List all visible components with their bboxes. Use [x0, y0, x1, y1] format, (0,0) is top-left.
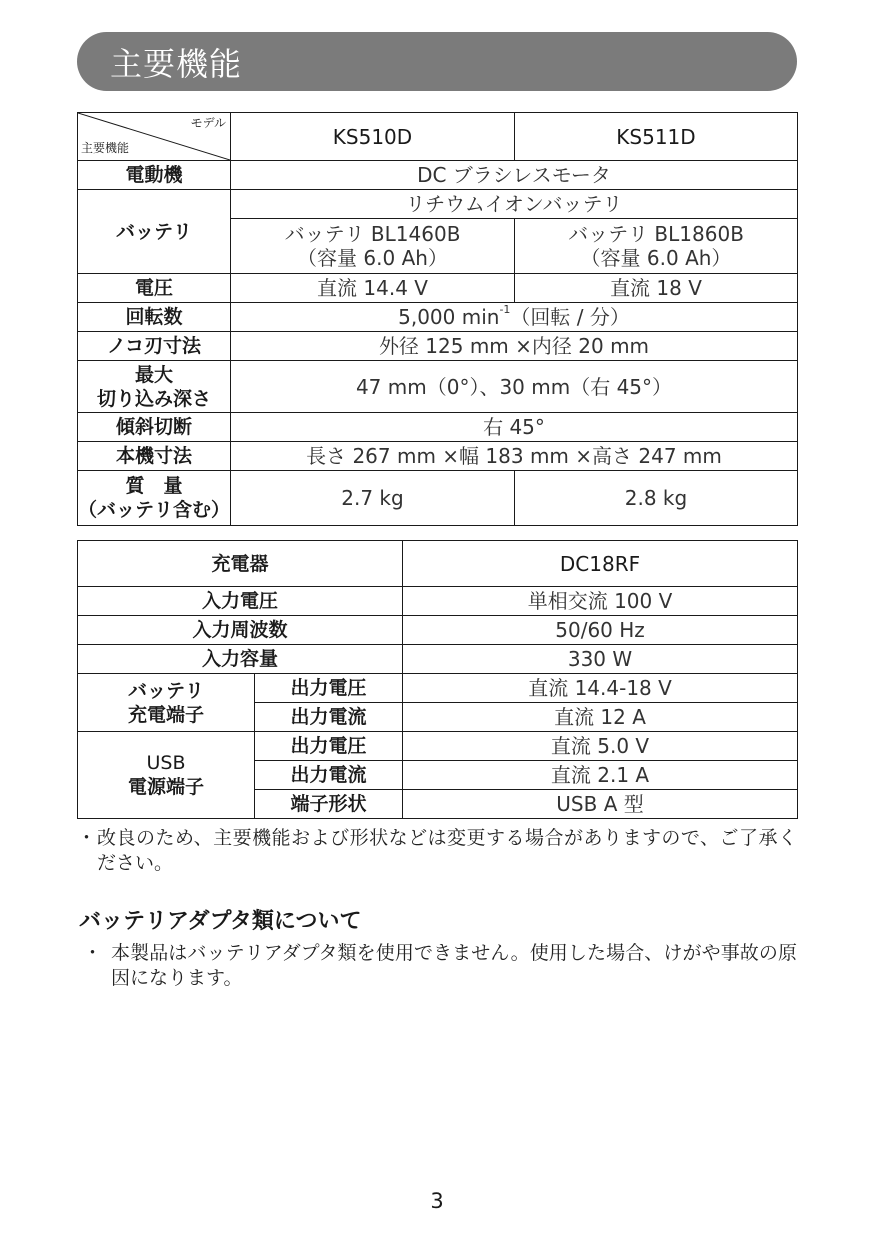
- note-bullet: ・: [83, 942, 103, 964]
- spec-table: [77, 112, 798, 526]
- weight-label-line2: （バッテリ含む）: [78, 499, 231, 521]
- max-depth-value: 47 mm（0°）、30 mm（右 45°）: [231, 361, 798, 413]
- table-corner-cell: [78, 113, 231, 161]
- charger-header-model: DC18RF: [403, 541, 798, 587]
- voltage-value-a: 直流 14.4 V: [231, 274, 515, 303]
- input-capacity-value: 330 W: [403, 645, 798, 674]
- usb-terminal-label-line1: USB: [146, 752, 186, 774]
- note-battery-adapter: [77, 941, 797, 991]
- note-bullet: ・: [77, 827, 97, 849]
- note-improvement: [77, 826, 797, 876]
- battery-terminal-label-line2: 充電端子: [127, 703, 204, 726]
- battery-out-current-value: 直流 12 A: [403, 703, 798, 732]
- input-voltage-value: 単相交流 100 V: [403, 587, 798, 616]
- usb-out-voltage-value: 直流 5.0 V: [403, 732, 798, 761]
- charger-header-label: 充電器: [78, 541, 403, 587]
- motor-label: 電動機: [78, 161, 231, 190]
- battery-label: バッテリ: [78, 190, 231, 274]
- battery-adapter-heading: バッテリアダプタ類について: [79, 909, 362, 934]
- model-header-ks510d: KS510D: [231, 113, 515, 161]
- blade-value: 外径 125 mm ×内径 20 mm: [231, 332, 798, 361]
- battery-model-a: [231, 219, 515, 274]
- corner-label-features: 主要機能: [81, 141, 130, 155]
- max-depth-label: [78, 361, 231, 413]
- blade-label: ノコ刃寸法: [78, 332, 231, 361]
- motor-value: DC ブラシレスモータ: [231, 161, 798, 190]
- weight-label-line1: 質 量: [125, 475, 183, 497]
- rpm-label: 回転数: [78, 303, 231, 332]
- usb-terminal-label-line2: 電源端子: [127, 776, 204, 798]
- corner-label-model: モデル: [190, 116, 226, 130]
- note-battery-adapter-text: 本製品はバッテリアダプタ類を使用できません。使用した場合、けがや事故の原因になります。: [111, 942, 797, 989]
- weight-value-a: 2.7 kg: [231, 471, 515, 526]
- usb-out-current-value: 直流 2.1 A: [403, 761, 798, 790]
- battery-out-voltage-value: 直流 14.4-18 V: [403, 674, 798, 703]
- model-header-ks511d: KS511D: [515, 113, 798, 161]
- input-capacity-label: 入力容量: [78, 645, 403, 674]
- battery-out-current-label: 出力電流: [255, 703, 403, 732]
- rpm-exponent: -1: [499, 303, 511, 316]
- max-depth-label-line1: 最大: [134, 363, 173, 386]
- usb-out-current-label: 出力電流: [255, 761, 403, 790]
- charger-table: [77, 540, 798, 819]
- battery-model-b: [515, 219, 798, 274]
- weight-label: [78, 471, 231, 526]
- battery-terminal-label-line1: バッテリ: [127, 679, 204, 702]
- rpm-value: [231, 303, 798, 332]
- usb-shape-value: USB A 型: [403, 790, 798, 819]
- page-title: 主要機能: [110, 44, 243, 83]
- input-frequency-value: 50/60 Hz: [403, 616, 798, 645]
- page-number: 3: [430, 1189, 444, 1213]
- dimensions-label: 本機寸法: [78, 442, 231, 471]
- battery-model-a-name: バッテリ BL1460B: [284, 222, 461, 246]
- usb-terminal-label: [78, 732, 255, 819]
- note-improvement-text: 改良のため、主要機能および形状などは変更する場合がありますので、ご了承ください。: [97, 827, 797, 874]
- voltage-value-b: 直流 18 V: [515, 274, 798, 303]
- input-frequency-label: 入力周波数: [78, 616, 403, 645]
- bevel-value: 右 45°: [231, 413, 798, 442]
- battery-model-b-name: バッテリ BL1860B: [568, 222, 744, 246]
- dimensions-value: 長さ 267 mm ×幅 183 mm ×高さ 247 mm: [231, 442, 798, 471]
- battery-terminal-label: [78, 674, 255, 732]
- battery-model-a-capacity: （容量 6.0 Ah）: [297, 246, 448, 270]
- input-voltage-label: 入力電圧: [78, 587, 403, 616]
- weight-value-b: 2.8 kg: [515, 471, 798, 526]
- max-depth-label-line2: 切り込み深さ: [96, 387, 211, 410]
- rpm-unit: （回転 / 分）: [510, 305, 630, 329]
- usb-shape-label: 端子形状: [255, 790, 403, 819]
- bevel-label: 傾斜切断: [78, 413, 231, 442]
- rpm-number: 5,000 min: [398, 305, 500, 329]
- title-banner: [77, 32, 797, 91]
- battery-type: リチウムイオンバッテリ: [231, 190, 798, 219]
- voltage-label: 電圧: [78, 274, 231, 303]
- battery-model-b-capacity: （容量 6.0 Ah）: [580, 246, 732, 270]
- battery-out-voltage-label: 出力電圧: [255, 674, 403, 703]
- usb-out-voltage-label: 出力電圧: [255, 732, 403, 761]
